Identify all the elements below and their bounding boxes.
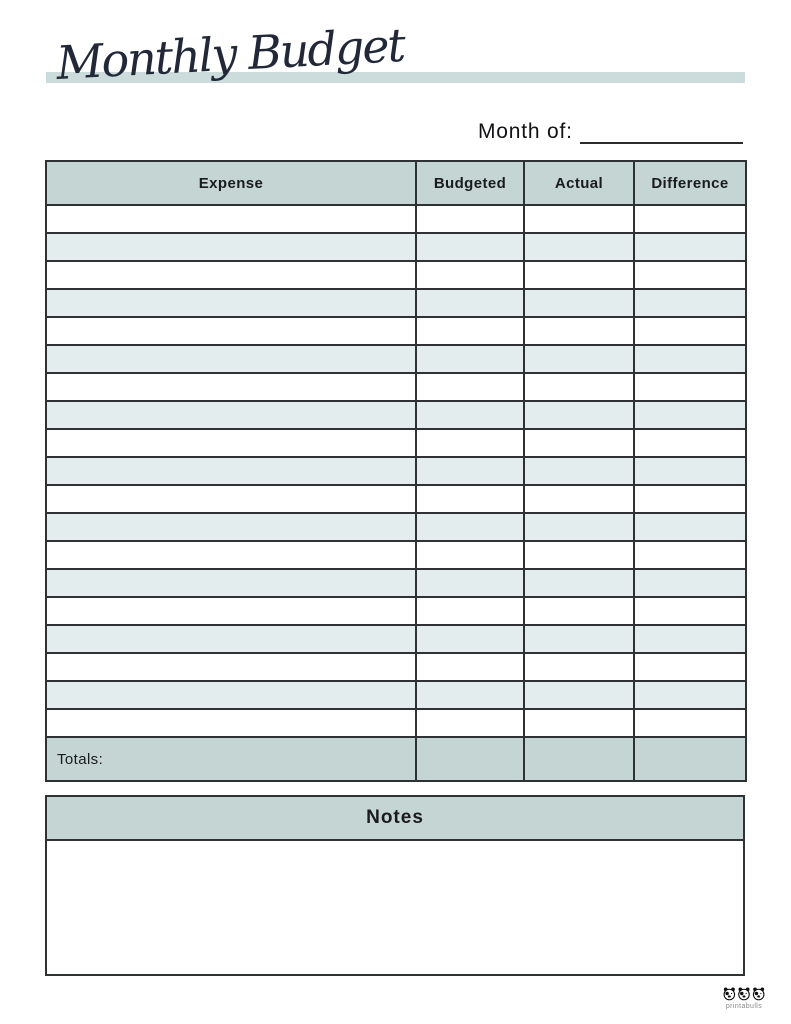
budget-table-body bbox=[46, 205, 746, 737]
table-cell[interactable] bbox=[524, 401, 634, 429]
table-cell[interactable] bbox=[524, 261, 634, 289]
table-cell[interactable] bbox=[46, 485, 416, 513]
table-cell[interactable] bbox=[46, 541, 416, 569]
table-row bbox=[46, 681, 746, 709]
table-cell[interactable] bbox=[634, 429, 746, 457]
table-cell[interactable] bbox=[634, 233, 746, 261]
table-cell[interactable] bbox=[524, 233, 634, 261]
column-header-actual: Actual bbox=[524, 161, 634, 205]
totals-row bbox=[46, 737, 746, 781]
table-row bbox=[46, 261, 746, 289]
column-header-expense: Expense bbox=[46, 161, 416, 205]
table-cell[interactable] bbox=[46, 597, 416, 625]
three-bulldogs-icon bbox=[722, 987, 766, 1002]
table-row bbox=[46, 541, 746, 569]
table-cell[interactable] bbox=[524, 681, 634, 709]
notes-header-title: Notes bbox=[47, 797, 743, 841]
table-cell[interactable] bbox=[416, 261, 524, 289]
table-cell[interactable] bbox=[416, 681, 524, 709]
table-cell[interactable] bbox=[634, 485, 746, 513]
table-cell[interactable] bbox=[634, 345, 746, 373]
table-cell[interactable] bbox=[524, 429, 634, 457]
table-cell[interactable] bbox=[634, 541, 746, 569]
table-row bbox=[46, 345, 746, 373]
table-cell[interactable] bbox=[524, 289, 634, 317]
table-cell[interactable] bbox=[634, 569, 746, 597]
table-cell[interactable] bbox=[524, 653, 634, 681]
brand-name: printabulls bbox=[725, 1003, 763, 1010]
month-input-line[interactable] bbox=[580, 122, 743, 144]
table-cell[interactable] bbox=[524, 541, 634, 569]
table-cell[interactable] bbox=[46, 625, 416, 653]
table-cell[interactable] bbox=[416, 513, 524, 541]
table-cell[interactable] bbox=[524, 205, 634, 233]
table-row bbox=[46, 289, 746, 317]
table-cell[interactable] bbox=[416, 205, 524, 233]
table-cell[interactable] bbox=[46, 429, 416, 457]
table-cell[interactable] bbox=[46, 261, 416, 289]
table-row bbox=[46, 709, 746, 737]
table-row bbox=[46, 401, 746, 429]
table-cell[interactable] bbox=[416, 597, 524, 625]
table-cell[interactable] bbox=[634, 401, 746, 429]
table-cell[interactable] bbox=[46, 569, 416, 597]
table-cell[interactable] bbox=[634, 289, 746, 317]
table-cell[interactable] bbox=[46, 233, 416, 261]
column-header-difference: Difference bbox=[634, 161, 746, 205]
totals-actual-cell[interactable] bbox=[524, 737, 634, 781]
table-cell[interactable] bbox=[634, 205, 746, 233]
table-cell[interactable] bbox=[524, 373, 634, 401]
table-cell[interactable] bbox=[46, 653, 416, 681]
table-header-row bbox=[46, 161, 746, 205]
table-cell[interactable] bbox=[46, 317, 416, 345]
table-row bbox=[46, 625, 746, 653]
table-cell[interactable] bbox=[634, 709, 746, 737]
table-cell[interactable] bbox=[524, 569, 634, 597]
table-cell[interactable] bbox=[524, 457, 634, 485]
table-row bbox=[46, 233, 746, 261]
table-cell[interactable] bbox=[46, 205, 416, 233]
table-cell[interactable] bbox=[416, 541, 524, 569]
table-row bbox=[46, 597, 746, 625]
table-row bbox=[46, 653, 746, 681]
table-row bbox=[46, 569, 746, 597]
notes-section bbox=[45, 795, 745, 976]
table-cell[interactable] bbox=[46, 513, 416, 541]
table-cell[interactable] bbox=[416, 317, 524, 345]
table-cell[interactable] bbox=[46, 709, 416, 737]
table-cell[interactable] bbox=[416, 289, 524, 317]
footer-brand bbox=[712, 987, 776, 1010]
table-cell[interactable] bbox=[416, 233, 524, 261]
table-cell[interactable] bbox=[634, 373, 746, 401]
table-cell[interactable] bbox=[46, 401, 416, 429]
notes-body[interactable] bbox=[47, 841, 743, 974]
table-cell[interactable] bbox=[416, 653, 524, 681]
table-cell[interactable] bbox=[524, 345, 634, 373]
table-cell[interactable] bbox=[524, 485, 634, 513]
table-cell[interactable] bbox=[524, 513, 634, 541]
table-cell[interactable] bbox=[634, 625, 746, 653]
table-cell[interactable] bbox=[524, 317, 634, 345]
table-cell[interactable] bbox=[46, 457, 416, 485]
table-cell[interactable] bbox=[524, 597, 634, 625]
table-cell[interactable] bbox=[634, 457, 746, 485]
month-of-row bbox=[478, 120, 743, 144]
table-row bbox=[46, 485, 746, 513]
table-cell[interactable] bbox=[634, 513, 746, 541]
table-row bbox=[46, 317, 746, 345]
column-header-budgeted: Budgeted bbox=[416, 161, 524, 205]
table-cell[interactable] bbox=[416, 485, 524, 513]
table-cell[interactable] bbox=[634, 653, 746, 681]
totals-difference-cell[interactable] bbox=[634, 737, 746, 781]
table-cell[interactable] bbox=[524, 625, 634, 653]
table-cell[interactable] bbox=[634, 681, 746, 709]
budget-table bbox=[45, 160, 747, 782]
table-cell[interactable] bbox=[416, 709, 524, 737]
table-cell[interactable] bbox=[46, 373, 416, 401]
table-row bbox=[46, 373, 746, 401]
table-cell[interactable] bbox=[416, 345, 524, 373]
table-row bbox=[46, 429, 746, 457]
table-cell[interactable] bbox=[634, 597, 746, 625]
table-cell[interactable] bbox=[524, 709, 634, 737]
totals-budgeted-cell[interactable] bbox=[416, 737, 524, 781]
table-cell[interactable] bbox=[416, 569, 524, 597]
month-of-label: Month of: bbox=[478, 120, 573, 143]
table-cell[interactable] bbox=[46, 681, 416, 709]
table-row bbox=[46, 513, 746, 541]
table-cell[interactable] bbox=[416, 373, 524, 401]
totals-label: Totals: bbox=[46, 737, 416, 781]
table-row bbox=[46, 205, 746, 233]
table-cell[interactable] bbox=[634, 261, 746, 289]
table-row bbox=[46, 457, 746, 485]
table-cell[interactable] bbox=[416, 457, 524, 485]
table-cell[interactable] bbox=[634, 317, 746, 345]
table-cell[interactable] bbox=[46, 289, 416, 317]
table-cell[interactable] bbox=[46, 345, 416, 373]
table-cell[interactable] bbox=[416, 429, 524, 457]
page-title: Monthly Budget bbox=[54, 17, 406, 91]
table-cell[interactable] bbox=[416, 401, 524, 429]
table-cell[interactable] bbox=[416, 625, 524, 653]
